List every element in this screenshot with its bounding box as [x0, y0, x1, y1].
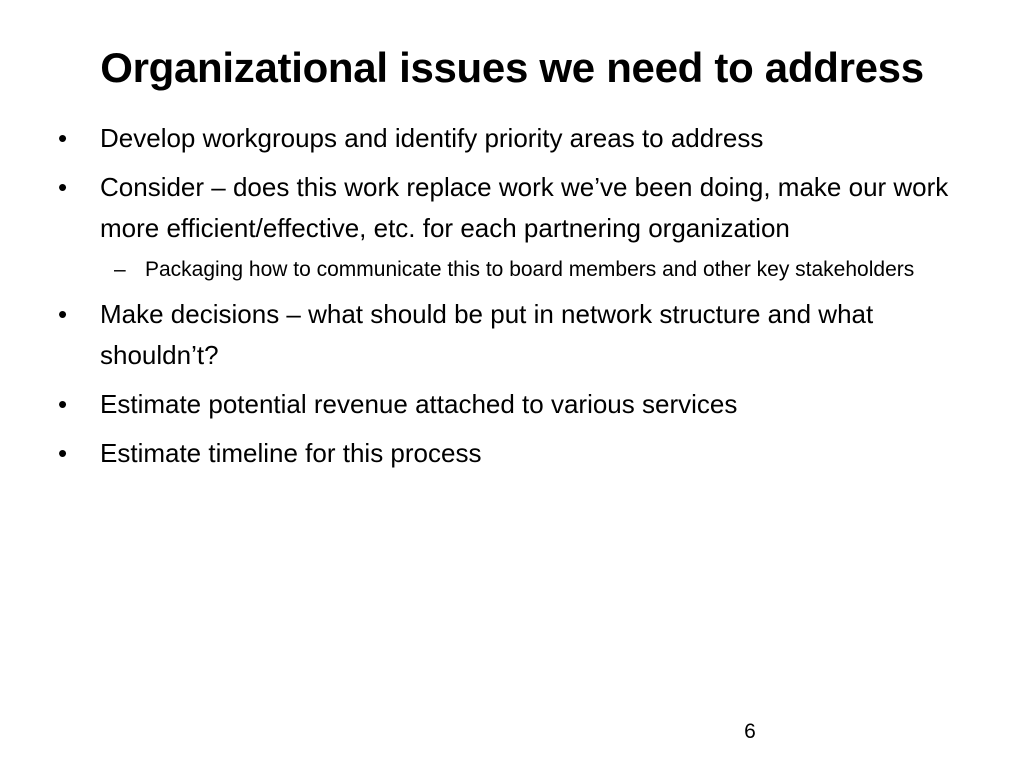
sub-bullet-list: [100, 253, 958, 286]
list-item: [58, 384, 958, 425]
list-item: [58, 118, 958, 159]
bullet-text: Develop workgroups and identify priority areas to address: [100, 123, 764, 153]
bullet-icon: •: [58, 172, 68, 202]
list-item: [58, 167, 958, 286]
bullet-text: Consider – does this work replace work we’ve been doing, make our work more efficient/effective, etc. for each partnering organization: [100, 172, 949, 243]
dash-icon: –: [114, 258, 126, 281]
bullet-icon: •: [58, 299, 68, 329]
bullet-icon: •: [58, 123, 68, 153]
bullet-text: Estimate timeline for this process: [100, 438, 482, 468]
sub-list-item: [100, 253, 958, 286]
bullet-icon: •: [58, 438, 68, 468]
bullet-icon: •: [58, 389, 68, 419]
list-item: [58, 294, 958, 376]
sub-bullet-text: Packaging how to communicate this to board members and other key stakeholders: [145, 258, 915, 281]
bullet-text: Estimate potential revenue attached to various services: [100, 389, 738, 419]
list-item: [58, 433, 958, 474]
slide-title: Organizational issues we need to address: [100, 44, 924, 91]
bullet-list: [58, 118, 958, 482]
bullet-text: Make decisions – what should be put in network structure and what shouldn’t?: [100, 299, 874, 370]
page-number: 6: [744, 720, 756, 743]
